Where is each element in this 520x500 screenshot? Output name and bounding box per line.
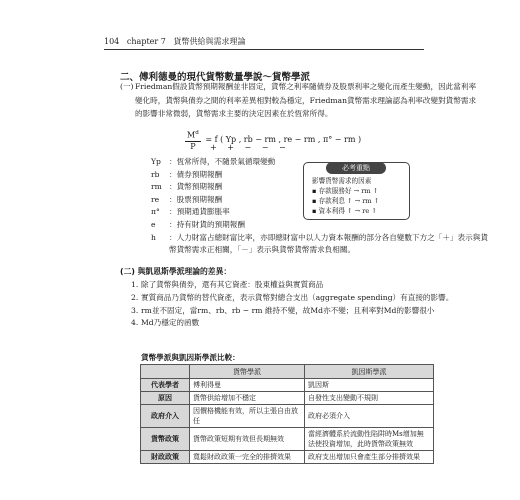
table-cell: 貨幣政策短期有效但長期無效 (190, 428, 305, 451)
equation-signs: + + − − − (210, 143, 290, 152)
chapter-label: chapter 7 (126, 37, 166, 46)
variable-row: rm ：貨幣預期報酬 (151, 182, 223, 192)
variable-row: Yp ：恆常所得，不隨景氣循環變動 (151, 157, 276, 166)
row-label: 貨幣政策 (141, 428, 190, 451)
variable-row: e ：持有財貨的預期報酬 (151, 219, 245, 229)
row-label: 政府介入 (141, 405, 190, 428)
table-header-cell: 凱因斯學派 (305, 365, 434, 379)
key-point-line: ▪ 存款服務好 → rm ↑ (312, 187, 379, 195)
table-row (141, 428, 434, 451)
row-label: 財政政策 (141, 451, 190, 464)
table-cell: 因價格機能有效，所以主張自由放任 (190, 405, 305, 428)
table-cell: 凱因斯 (305, 379, 434, 392)
page-number: 104 (104, 37, 120, 46)
table-header-cell (141, 365, 190, 379)
paragraph-text: Friedman假設貨幣預期報酬並非固定，貨幣之利率隨債券及股票利率之變化而產生變動，因此當利率變化時，貨幣與債券之間的利率差異相對較為穩定，Friedman貨幣需求理論認為利率改變對貨幣需求的影響非常微弱，貨幣需求主要的決定因素在於恆常所得。 (135, 82, 477, 119)
table-row (141, 392, 434, 405)
list-item: 2. 實質商品乃貨幣的替代資產，表示貨幣對總合支出（aggregate spending）有直接的影響。 (131, 292, 454, 302)
equation-fraction (185, 128, 201, 152)
list-item: 4. Md乃穩定的函數 (131, 318, 200, 328)
variable-row: h ：人力財富占總財富比率，亦即總財富中以人力資本報酬的部分各自變數下方之「＋」表示與貨幣貨幣需求正相關，「－」表示與貨幣貨幣需求負相關。 (151, 232, 488, 255)
table-header-row (141, 365, 434, 379)
key-point-line: 影響貨幣需求的因素 (312, 177, 372, 185)
variable-row: rb ：債券預期報酬 (151, 169, 223, 179)
paragraph-1 (120, 80, 480, 121)
key-point-line: ▪ 存款利息 ↑ → rm ↑ (312, 197, 380, 205)
table-cell: 傅利得曼 (190, 379, 305, 392)
row-label: 原因 (141, 392, 190, 405)
table-header-cell: 貨幣學派 (190, 365, 305, 379)
equation-rhs: = f ( Yp , rb − rm , re − rm , π° − rm ) (205, 135, 362, 145)
chapter-title: 貨幣供給與需求理論 (173, 37, 246, 46)
table-cell: 寬鬆財政政策一完全的排擠效果 (190, 451, 305, 464)
subsection-title: (二) 與凱恩斯學派理論的差異： (120, 267, 232, 276)
section-title: 二、傅利德曼的現代貨幣數量學說～貨幣學派 (120, 72, 311, 83)
variable-row: π° ：預期通貨膨脹率 (151, 207, 230, 217)
table-cell: 當經濟體系於流動性陷阱時Ms增加無法使投資增加，此時貨幣政策無效 (305, 428, 434, 451)
table-row (141, 379, 434, 392)
list-item: 3. rm並不固定，當rm、rb、rb − rm 維持不變，故Md亦不變；且利率對Md的影響很小 (131, 305, 435, 315)
table-caption: 貨幣學派與凱因斯學派比較： (141, 353, 240, 362)
equation-numerator: $M^d$ (187, 130, 199, 140)
paragraph-label: (一) (120, 82, 134, 91)
header-rule (104, 49, 424, 50)
table-row (141, 405, 434, 428)
row-label: 代表學者 (141, 379, 190, 392)
key-point-box (303, 162, 410, 220)
table-row (141, 451, 434, 464)
key-point-title: 必考重點 (326, 162, 386, 174)
variable-row: re ：股票預期報酬 (151, 194, 223, 204)
table-cell: 自發性支出變動不規則 (305, 392, 434, 405)
table-cell: 政府必須介入 (305, 405, 434, 428)
table-cell: 政府支出增加只會產生部分排擠效果 (305, 451, 434, 464)
key-point-line: ▪ 資本利得 ↑ → re ↑ (312, 207, 377, 215)
equation-denominator: P (190, 141, 196, 151)
difference-list (131, 279, 471, 330)
list-item: 1. 除了貨幣與債券，還有其它資產：股東權益與實質商品 (131, 280, 324, 289)
comparison-table (140, 364, 434, 464)
table-cell: 貨幣供給增加不穩定 (190, 392, 305, 405)
running-header (104, 36, 246, 47)
